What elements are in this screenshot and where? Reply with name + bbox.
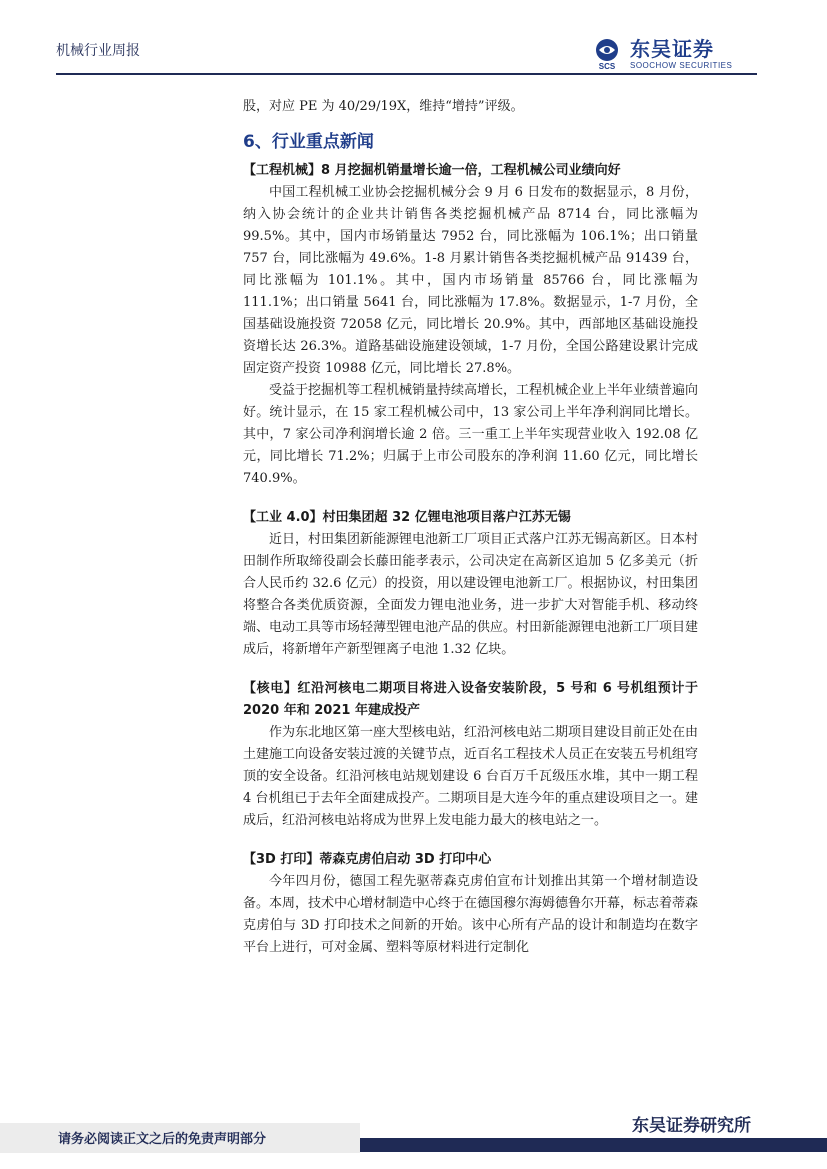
footer-divider xyxy=(360,1138,827,1152)
news-paragraph: 受益于挖掘机等工程机械销量持续高增长，工程机械企业上半年业绩普遍向好。统计显示，在 15 家工程机械公司中，13 家公司上半年净利润同比增长。其中，7 家公司净利润增长逾 2 倍。三一重工上半年实现营业收入 192.08 亿元，同比增长 71.2%；归属于上市公司股东的净利润 11.60 亿元，同比增长 740.9%。 xyxy=(243,383,699,486)
news-paragraph: 作为东北地区第一座大型核电站，红沿河核电站二期项目建设目前正处在由土建施工向设备安装过渡的关键节点，近百名工程技术人员正在安装五号机组穹顶的安全设备。红沿河核电站规划建设 6 台百万千瓦级压水堆，其中一期工程 4 台机组已于去年全面建成投产。二期项目是大连今年的重点建设项目之一。建成后，红沿河核电站将成为世界上发电能力最大的核电站之一。 xyxy=(243,725,699,828)
brand-logo xyxy=(590,36,760,72)
logo-letters: SCS xyxy=(598,62,616,71)
footer-disclaimer: 请务必阅读正文之后的免责声明部分 xyxy=(58,1132,267,1147)
report-name: 机械行业周报 xyxy=(56,43,140,59)
section-title: 6、行业重点新闻 xyxy=(243,132,374,152)
article-body xyxy=(243,96,698,959)
news-paragraph: 中国工程机械工业协会挖掘机械分会 9 月 6 日发布的数据显示，8 月份，纳入协会统计的企业共计销售各类挖掘机械产品 8714 台，同比涨幅为 99.5%。其中，国内市场销量达 7952 台，同比涨幅为 106.1%；出口销量 757 台，同比涨幅为 49.6%。1-8 月累计销售各类挖掘机械产品 91439 台，同比涨幅为 101.1%。其中，国内市场销量 85766 台，同比涨幅为 111.1%；出口销量 5641 台，同比涨幅为 17.8%。数据显示，1-7 月份，全国基础设施投资 72058 亿元，同比增长 20.9%。其中，西部地区基础设施投资增长达 26.3%。道路基础设施建设领域，1-7 月份，全国公路建设累计完成固定资产投资 10988 亿元，同比增长 27.8%。 xyxy=(243,185,698,376)
news-headline: 【工业 4.0】村田集团超 32 亿锂电池项目落户江苏无锡 xyxy=(243,510,571,525)
intro-paragraph: 股，对应 PE 为 40/29/19X，维持“增持”评级。 xyxy=(243,99,524,114)
soochow-logo-icon xyxy=(590,37,624,71)
header-divider xyxy=(56,73,757,75)
news-paragraph: 近日，村田集团新能源锂电池新工厂项目正式落户江苏无锡高新区。日本村田制作所取缔役副会长藤田能孝表示，公司决定在高新区追加 5 亿多美元（折合人民币约 32.6 亿元）的投资，用以建设锂电池新工厂。根据协议，村田集团将整合各类优质资源，全面发力锂电池业务，进一步扩大对智能手机、移动终端、电动工具等市场轻薄型锂电池产品的供应。村田新能源锂电池新工厂项目建成后，将新增年产新型锂离子电池 1.32 亿块。 xyxy=(243,532,699,657)
brand-name-cn: 东吴证券 xyxy=(630,36,714,61)
footer-institute: 东吴证券研究所 xyxy=(632,1116,751,1136)
brand-name-en: SOOCHOW SECURITIES xyxy=(630,60,733,70)
news-headline: 【3D 打印】蒂森克虏伯启动 3D 打印中心 xyxy=(243,852,492,867)
news-paragraph: 今年四月份，德国工程先驱蒂森克虏伯宣布计划推出其第一个增材制造设备。本周，技术中心增材制造中心终于在德国穆尔海姆德鲁尔开幕，标志着蒂森克虏伯与 3D 打印技术之间新的开始。该中心所有产品的设计和制造均在数字平台上进行，可对金属、塑料等原材料进行定制化 xyxy=(243,874,699,955)
news-headline: 【核电】红沿河核电二期项目将进入设备安装阶段，5 号和 6 号机组预计于 2020 年和 2021 年建成投产 xyxy=(243,681,698,718)
news-headline: 【工程机械】8 月挖掘机销量增长逾一倍，工程机械公司业绩向好 xyxy=(243,163,621,178)
